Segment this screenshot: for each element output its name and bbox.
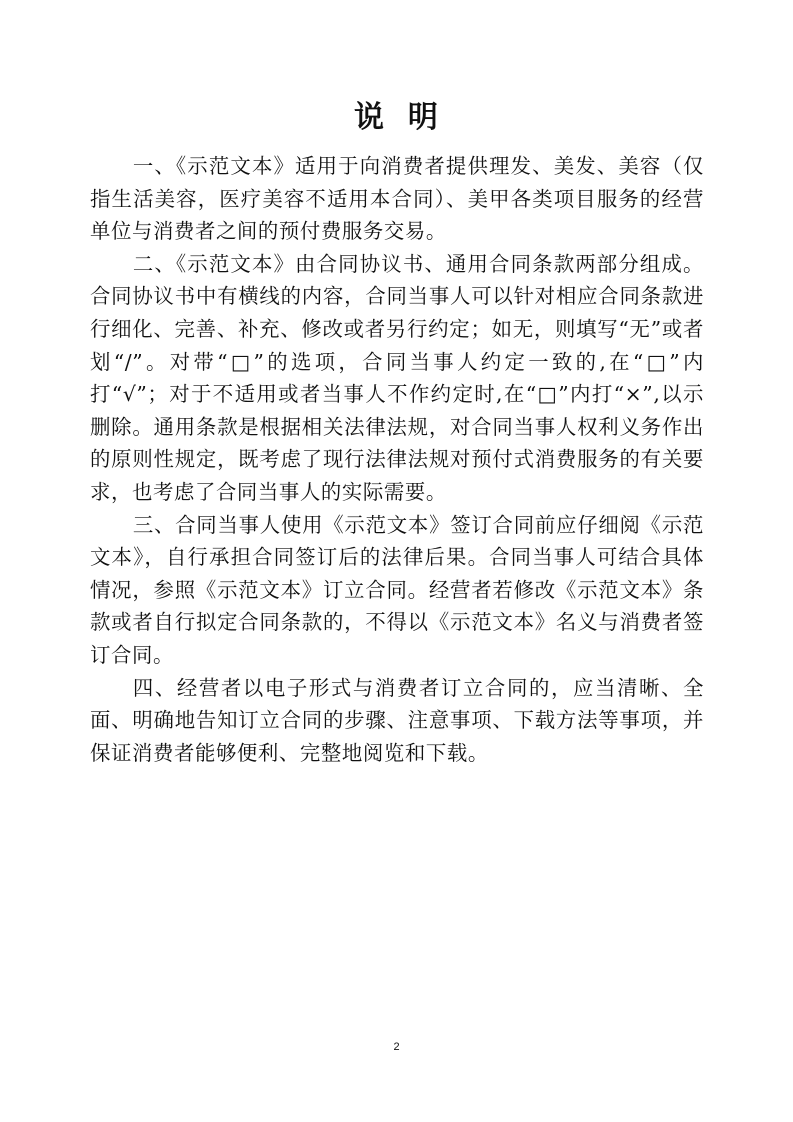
page-title: 说 明 — [354, 100, 439, 135]
page-number: 2 — [393, 1041, 400, 1053]
paragraph-4: 四、经营者以电子形式与消费者订立合同的，应当清晰、全面、明确地告知订立合同的步骤、注意事项、下载方法等事项，并保证消费者能够便利、完整地阅览和下载。 — [90, 675, 704, 765]
paragraph-1: 一、《示范文本》适用于向消费者提供理发、美发、美容（仅指生活美容，医疗美容不适用本合同）、美甲各类项目服务的经营单位与消费者之间的预付费服务交易。 — [90, 154, 704, 244]
paragraph-3: 三、合同当事人使用《示范文本》签订合同前应仔细阅《示范文本》，自行承担合同签订后的法律后果。合同当事人可结合具体情况，参照《示范文本》订立合同。经营者若修改《示范文本》条款或者自行拟定合同条款的，不得以《示范文本》名义与消费者签订合同。 — [90, 512, 704, 667]
paragraph-2: 二、《示范文本》由合同协议书、通用合同条款两部分组成。合同协议书中有横线的内容，合同当事人可以针对相应合同条款进行细化、完善、补充、修改或者另行约定；如无，则填写“无”或者划“/”。对带“□”的选项，合同当事人约定一致的,在“□”内打“√”；对于不适用或者当事人不作约定时,在“□”内打“×”,以示删除。通用条款是根据相关法律法规，对合同当事人权利义务作出的原则性规定，既考虑了现行法律法规对预付式消费服务的有关要求，也考虑了合同当事人的实际需要。 — [90, 251, 704, 504]
document-body — [90, 150, 704, 769]
